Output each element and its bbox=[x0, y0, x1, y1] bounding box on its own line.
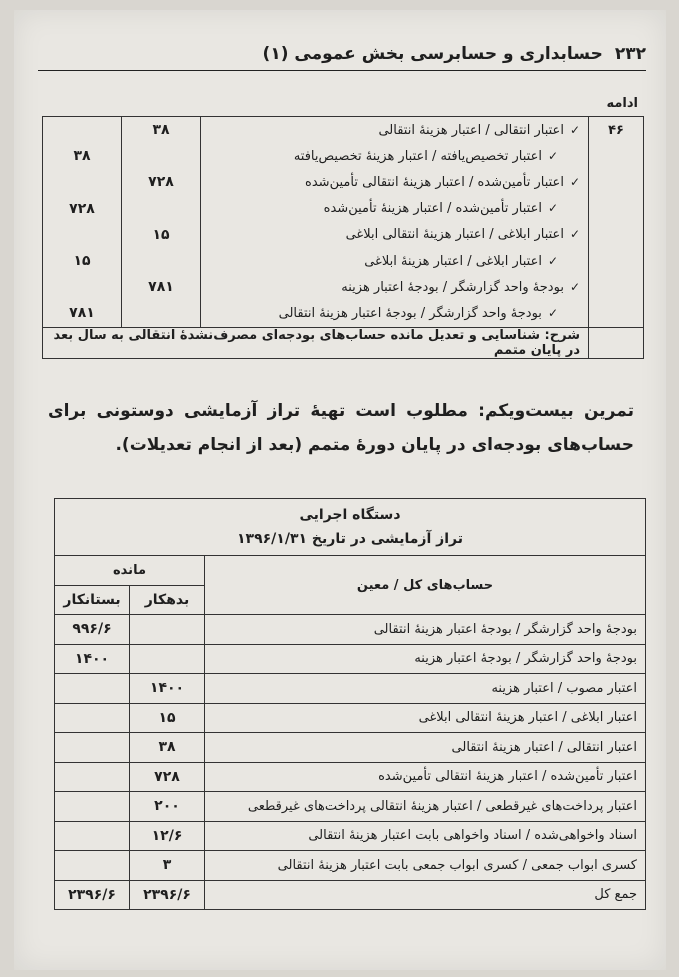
journal-credit-cell bbox=[43, 222, 122, 248]
entry-number-cell bbox=[589, 248, 644, 274]
debit-amount-cell: ۳۸ bbox=[130, 733, 205, 763]
account-name-cell: اعتبار پرداخت‌های غیرقطعی / اعتبار هزینهٔ انتقالی پرداخت‌های غیرقطعی bbox=[205, 792, 646, 822]
journal-account-text: اعتبار تخصیص‌یافته / اعتبار هزینهٔ تخصیص‌یافته bbox=[293, 148, 542, 164]
exercise-text: مطلوب است تهیهٔ تراز آزمایشی دوستونی برای حساب‌های بودجه‌ای در پایان دورهٔ متمم (بعد از انجام تعدیلات). bbox=[48, 401, 634, 455]
journal-account-text: اعتبار ابلاغی / اعتبار هزینهٔ ابلاغی bbox=[364, 253, 542, 269]
trial-balance-date: تراز آزمایشی در تاریخ ۱۳۹۶/۱/۳۱ bbox=[237, 531, 463, 547]
journal-debit-cell: ۷۸۱ bbox=[122, 274, 201, 300]
trial-balance-row bbox=[55, 792, 646, 822]
journal-row bbox=[43, 143, 644, 169]
check-mark-icon: ✓ bbox=[569, 279, 580, 294]
journal-account-cell bbox=[201, 248, 589, 274]
entry-number-cell bbox=[589, 300, 644, 327]
debit-amount-cell: ۲۰۰ bbox=[130, 792, 205, 822]
entity-name: دستگاه اجرایی bbox=[299, 507, 401, 523]
journal-debit-cell bbox=[122, 248, 201, 274]
account-name-cell: بودجهٔ واحد گزارشگر / بودجهٔ اعتبار هزینه bbox=[205, 644, 646, 674]
entry-number-cell bbox=[589, 274, 644, 300]
entry-number-cell bbox=[589, 222, 644, 248]
check-mark-icon: ✓ bbox=[547, 201, 558, 216]
accounts-header: حساب‌های کل / معین bbox=[205, 556, 646, 615]
journal-row bbox=[43, 196, 644, 222]
debit-header: بدهکار bbox=[130, 585, 205, 615]
journal-debit-cell: ۱۵ bbox=[122, 222, 201, 248]
account-name-cell: اعتبار انتقالی / اعتبار هزینهٔ انتقالی bbox=[205, 733, 646, 763]
account-name-cell: کسری ابواب جمعی / کسری ابواب جمعی بابت اعتبار هزینهٔ انتقالی bbox=[205, 851, 646, 881]
book-page bbox=[14, 10, 666, 970]
account-name-cell: اسناد واخواهی‌شده / اسناد واخواهی بابت اعتبار هزینهٔ انتقالی bbox=[205, 821, 646, 851]
journal-account-text: اعتبار تأمین‌شده / اعتبار هزینهٔ انتقالی تأمین‌شده bbox=[305, 174, 564, 190]
credit-amount-cell bbox=[55, 851, 130, 881]
trial-balance-total-row bbox=[55, 880, 646, 910]
debit-amount-cell: ۱۴۰۰ bbox=[130, 674, 205, 704]
journal-account-cell bbox=[201, 143, 589, 169]
balance-header: مانده bbox=[55, 556, 205, 586]
trial-balance-row bbox=[55, 615, 646, 645]
journal-account-text: اعتبار انتقالی / اعتبار هزینهٔ انتقالی bbox=[378, 122, 564, 138]
journal-row bbox=[43, 248, 644, 274]
credit-amount-cell bbox=[55, 821, 130, 851]
credit-amount-cell bbox=[55, 792, 130, 822]
credit-amount-cell: ۹۹۶/۶ bbox=[55, 615, 130, 645]
credit-amount-cell bbox=[55, 703, 130, 733]
empty-cell bbox=[589, 327, 644, 358]
journal-credit-cell bbox=[43, 117, 122, 144]
journal-credit-cell bbox=[43, 274, 122, 300]
journal-credit-cell bbox=[43, 169, 122, 195]
entry-number-cell bbox=[589, 143, 644, 169]
page-number: ۲۳۲ bbox=[614, 44, 646, 64]
journal-account-cell bbox=[201, 274, 589, 300]
check-mark-icon: ✓ bbox=[547, 148, 558, 163]
journal-debit-cell: ۳۸ bbox=[122, 117, 201, 144]
check-mark-icon: ✓ bbox=[569, 122, 580, 137]
journal-account-text: بودجهٔ واحد گزارشگر / بودجهٔ اعتبار هزینهٔ انتقالی bbox=[278, 305, 542, 321]
credit-header: بستانکار bbox=[55, 585, 130, 615]
journal-credit-cell: ۷۲۸ bbox=[43, 196, 122, 222]
debit-amount-cell: ۱۵ bbox=[130, 703, 205, 733]
journal-account-cell bbox=[201, 117, 589, 144]
trial-balance-table bbox=[54, 498, 646, 910]
total-label: جمع کل bbox=[205, 880, 646, 910]
chapter-title: حسابداری و حسابرسی بخش عمومی (۱) bbox=[262, 44, 603, 64]
check-mark-icon: ✓ bbox=[569, 227, 580, 242]
journal-credit-cell: ۱۵ bbox=[43, 248, 122, 274]
journal-row bbox=[43, 117, 644, 144]
check-mark-icon: ✓ bbox=[569, 174, 580, 189]
trial-balance-row bbox=[55, 851, 646, 881]
journal-debit-cell bbox=[122, 196, 201, 222]
entry-number-cell: ۴۶ bbox=[589, 117, 644, 144]
journal-debit-cell bbox=[122, 143, 201, 169]
credit-amount-cell: ۱۴۰۰ bbox=[55, 644, 130, 674]
journal-debit-cell bbox=[122, 300, 201, 327]
entry-number-cell bbox=[589, 196, 644, 222]
debit-amount-cell: ۱۲/۶ bbox=[130, 821, 205, 851]
page-header bbox=[38, 38, 646, 71]
account-name-cell: بودجهٔ واحد گزارشگر / بودجهٔ اعتبار هزینهٔ انتقالی bbox=[205, 615, 646, 645]
account-name-cell: اعتبار مصوب / اعتبار هزینه bbox=[205, 674, 646, 704]
journal-credit-cell: ۳۸ bbox=[43, 143, 122, 169]
journal-account-cell bbox=[201, 169, 589, 195]
journal-row bbox=[43, 300, 644, 327]
trial-balance-heading bbox=[55, 499, 646, 556]
total-debit: ۲۳۹۶/۶ bbox=[130, 880, 205, 910]
debit-amount-cell bbox=[130, 644, 205, 674]
exercise-paragraph bbox=[48, 394, 634, 462]
account-name-cell: اعتبار تأمین‌شده / اعتبار هزینهٔ انتقالی تأمین‌شده bbox=[205, 762, 646, 792]
debit-amount-cell: ۳ bbox=[130, 851, 205, 881]
check-mark-icon: ✓ bbox=[547, 305, 558, 320]
journal-row bbox=[43, 274, 644, 300]
journal-account-text: اعتبار تأمین‌شده / اعتبار هزینهٔ تأمین‌شده bbox=[323, 201, 542, 217]
journal-account-text: بودجهٔ واحد گزارشگر / بودجهٔ اعتبار هزینه bbox=[341, 279, 564, 295]
journal-note-row bbox=[43, 327, 644, 358]
trial-balance-row bbox=[55, 674, 646, 704]
trial-balance-row bbox=[55, 733, 646, 763]
journal-debit-cell: ۷۲۸ bbox=[122, 169, 201, 195]
journal-credit-cell: ۷۸۱ bbox=[43, 300, 122, 327]
debit-amount-cell: ۷۲۸ bbox=[130, 762, 205, 792]
entry-number-cell bbox=[589, 169, 644, 195]
credit-amount-cell bbox=[55, 674, 130, 704]
credit-amount-cell bbox=[55, 733, 130, 763]
exercise-title: تمرین بیست‌ویکم: bbox=[478, 401, 635, 421]
total-credit: ۲۳۹۶/۶ bbox=[55, 880, 130, 910]
credit-amount-cell bbox=[55, 762, 130, 792]
journal-account-cell bbox=[201, 300, 589, 327]
trial-balance-row bbox=[55, 703, 646, 733]
account-name-cell: اعتبار ابلاغی / اعتبار هزینهٔ انتقالی ابلاغی bbox=[205, 703, 646, 733]
continued-label: ادامه bbox=[606, 96, 638, 111]
journal-note: شرح: شناسایی و تعدیل مانده حساب‌های بودجه‌ای مصرف‌نشدهٔ انتقالی به سال بعد در پایان متمم bbox=[43, 327, 589, 358]
trial-balance-row bbox=[55, 644, 646, 674]
journal-account-text: اعتبار ابلاغی / اعتبار هزینهٔ انتقالی ابلاغی bbox=[345, 227, 564, 243]
journal-table bbox=[42, 116, 644, 359]
journal-account-cell bbox=[201, 196, 589, 222]
trial-balance-row bbox=[55, 821, 646, 851]
trial-balance-row bbox=[55, 762, 646, 792]
debit-amount-cell bbox=[130, 615, 205, 645]
journal-row bbox=[43, 169, 644, 195]
check-mark-icon: ✓ bbox=[547, 253, 558, 268]
journal-account-cell bbox=[201, 222, 589, 248]
journal-row bbox=[43, 222, 644, 248]
